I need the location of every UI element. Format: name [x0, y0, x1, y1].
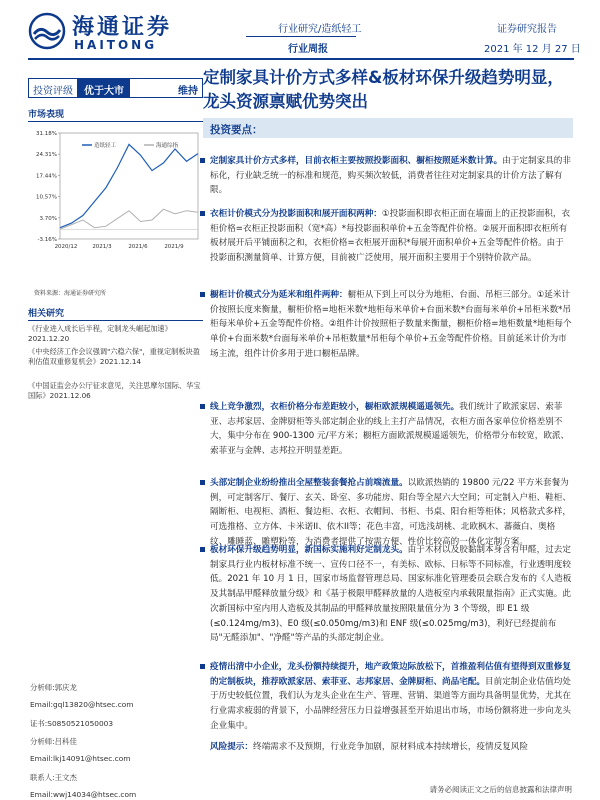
paragraph-highlight: 板材环保升级趋势明显，新国标实施利好定制龙头。 — [210, 545, 408, 555]
y-tick-label: 17.44% — [36, 173, 57, 180]
paragraph — [210, 288, 572, 362]
y-tick-label: 10.57% — [36, 194, 57, 201]
x-tick-label: 2021/6 — [128, 244, 148, 250]
paragraph — [210, 476, 572, 550]
related-item[interactable]: 《中央经济工作会议强调"六稳六保"，重视定制板块盈利估值双重修复机会》2021.12.14 — [28, 347, 200, 366]
report-label: 证券研究报告 — [497, 24, 557, 35]
risk-paragraph — [210, 740, 572, 755]
bullet-icon — [200, 158, 205, 163]
logo-text-en: HAITONG — [74, 38, 158, 52]
x-tick-label: 2020/12 — [54, 244, 78, 250]
paragraph-text: 以欧派热销的 19800 元/22 平方米套餐为例，可定制客厅、餐厅、玄关、卧室、多功能房、阳台等全屋六大空间；可定制入户柜、鞋柜、隔断柜、电视柜、酒柜、餐边柜、衣柜、衣帽间、书柜、书桌、阳台柜等柜体；风格款式多样，可选推格、立方体、卡米诺II、依木II等；花色丰富，可选浅胡桃、北欧枫木、蕃薇白、奥格纹、雕睡蓝、雕塑粉等，为消费者提供了按需方便、性价比较高的一体化定制方案。 — [210, 478, 571, 547]
bullet-icon — [200, 547, 205, 552]
related-title: 相关研究 — [28, 309, 65, 319]
related-title-rule — [28, 320, 203, 321]
y-tick-label: 24.31% — [36, 152, 57, 159]
logo-text-cn: 海通证券 — [72, 15, 173, 40]
analyst-name: 分析师:郭庆龙 — [30, 683, 77, 692]
paragraph-text: 由于定制家具的非标化，行业缺乏统一的标准和规范，购买频次较低，消费者往往对定制家具的计价方法了解有限。 — [210, 156, 571, 196]
header-rule — [28, 58, 574, 60]
paragraph-text: ①投影面积即衣柜正面在墙面上的正投影面积，衣柜价格=衣柜正投影面积（宽*高）*每投影面积单价+五金等配件价格。②展开面积即衣柜所有板材展开后平铺面积之和，衣柜价格=衣柜展开面积*每展开面积单价+五金等配件价格。由于投影面积测量简单、计算方便，目前被广泛使用，展开面积主要用于个别特价款产品。 — [210, 209, 571, 264]
related-item[interactable]: 《行业进入成长后半程，定制龙头崛起加速》2021.12.20 — [28, 324, 172, 343]
haitong-logo — [28, 10, 178, 54]
chart-source: 资料来源：海通证券研究所 — [34, 290, 107, 297]
paragraph — [210, 154, 572, 198]
paragraph-highlight: 定制家具计价方式多样，目前衣柜主要按照投影面积、橱柜按照延米数计算。 — [210, 156, 503, 166]
paragraph — [210, 660, 572, 734]
analyst-email[interactable]: Email:gql13820@htsec.com — [30, 700, 134, 709]
x-tick-label: 2021/3 — [92, 244, 112, 250]
paragraph-text: 目前定制企业估值均处于历史较低位置，我们认为龙头企业在生产、管理、营销、渠道等方面均具备明显优势，尤其在行业需求疲弱的背景下，小品牌经营压力日益增强甚至开始退出市场，市场份额将进一步向龙头企业集中。 — [210, 676, 571, 731]
market-title: 市场表现 — [28, 110, 65, 120]
y-tick-label: 3.70% — [39, 215, 57, 222]
analyst-name: 分析师:吕科佳 — [30, 737, 77, 746]
key-points-title: 投资要点： — [210, 124, 263, 136]
related-item[interactable]: 《中国证监会办公厅征求意见，关注思摩尔国际、华宝国际》2021.12.06 — [28, 381, 201, 400]
contact-name: 联系人:王文杰 — [30, 773, 77, 782]
analyst-email[interactable]: Email:lkj14091@htsec.com — [30, 754, 131, 763]
bullet-icon — [200, 292, 205, 297]
analyst-cert: 证书:S0850521050003 — [30, 719, 114, 728]
series-line-paper-light — [60, 144, 198, 227]
paragraph-text: 由于木材以及胶黏制本身含有甲醛，过去定制家具行业内板材标准不统一、宣传口径不一，有美标、欧标、日标等不同标准，行业透明度较低。2021 年 10 月 1 日，国家市场监督管理总局、国家标准化管理委员会联合发布的《人造板及其制品甲醛释放量分级》和《基于极限甲醛释放量的人造板室内承载限量指南》正式实施。此次新国标中室内用人造板及其制品的甲醛释放量按照限量值分为 3 个等级，即 E1 级(≤0.124mg/m3)、E0 级(≤0.050mg/m3)和 ENF 级(≤0.025mg/m3)，利好已经提前布局"无醛添加"、"净醛"等产品的头部定制企业。 — [210, 545, 572, 644]
report-header — [0, 0, 600, 60]
paragraph-text: 橱柜从下到上可以分为地柜、台面、吊柜三部分。①延米计价按照长度来衡量，橱柜价格=地柜米数*地柜每米单价+台面米数*台面每米单价+吊柜米数*吊柜每米单价+五金等配件价格。②组件计价按照柜子数量来衡量，橱柜价格=地柜数量*地柜每个单价+台面米数*台面每米单价+吊柜数量*吊柜每个单价+五金等配件价格。目前延米计价为市场主流，组件计价多用于进口橱柜品牌。 — [210, 290, 572, 359]
paragraph — [210, 207, 572, 266]
header-divider — [246, 36, 356, 37]
paragraph-highlight: 橱柜计价模式分为延米和组件两种： — [210, 290, 348, 300]
legend-label: 海通综指 — [156, 143, 179, 149]
risk-text: 终端需求不及预期，行业竞争加剧，原材料成本持续增长，疫情反复风险 — [252, 742, 528, 752]
bullet-icon — [200, 664, 205, 669]
paragraph-highlight: 头部定制企业纷纷推出全屋整装套餐抢占前端流量。 — [210, 478, 408, 488]
risk-label: 风险提示： — [210, 742, 253, 752]
paragraph-highlight: 衣柜计价模式分为投影面积和展开面积两种： — [210, 209, 382, 219]
market-chart — [28, 127, 203, 257]
series-line-composite-index — [60, 209, 198, 229]
paragraph — [210, 543, 572, 646]
report-category: 行业研究/造纸轻工 — [278, 24, 362, 35]
legal-footer: 请务必阅读正文之后的信息披露和法律声明 — [429, 785, 572, 794]
paragraph-text: 我们统计了欧派家居、索菲亚、志邦家居、金牌厨柜等头部定制企业的线上主打产品情况，衣柜方面各家单位价格差别不大，集中分布在 900-1300 元/平方米；橱柜方面欧派规模遥遥领先，价格带分布较宽，欧派、索菲亚与金牌、志邦拉开明显差距。 — [210, 402, 570, 457]
bullet-icon — [200, 480, 205, 485]
legend-label: 造纸轻工 — [94, 143, 117, 149]
rating-label: 投资评级 — [29, 79, 78, 97]
market-title-rule — [28, 121, 203, 122]
report-title: 定制家具计价方式多样&板材环保升级趋势明显，龙头资源禀赋优势突出 — [203, 68, 564, 111]
haitong-logo-icon — [28, 12, 66, 50]
paragraph-highlight: 线上竞争激烈，衣柜价格分布差距较小，橱柜欧派规模遥遥领先。 — [210, 402, 460, 412]
paragraph — [210, 400, 572, 459]
y-tick-label: -3.16% — [37, 237, 57, 243]
contact-email[interactable]: Email:wwj14034@htsec.com — [30, 790, 137, 799]
paragraph-highlight: 疫情出清中小企业，龙头份额持续提升，地产政策边际放松下，首推盈利估值有望得到双重修复的定制板块，推荐欧派家居、索菲亚、志邦家居、金牌厨柜、尚品宅配。 — [210, 662, 571, 687]
investment-rating — [28, 78, 203, 98]
y-tick-label: 31.18% — [36, 131, 57, 137]
bullet-icon — [200, 211, 205, 216]
rating-change: 维持 — [178, 86, 198, 97]
bullet-icon — [200, 404, 205, 409]
x-tick-label: 2021/9 — [164, 244, 184, 250]
rating-value: 优于大市 — [78, 79, 130, 97]
report-date: 2021 年 12 月 27 日 — [484, 44, 581, 55]
report-type: 行业周报 — [288, 44, 328, 55]
market-chart-svg — [28, 127, 203, 257]
